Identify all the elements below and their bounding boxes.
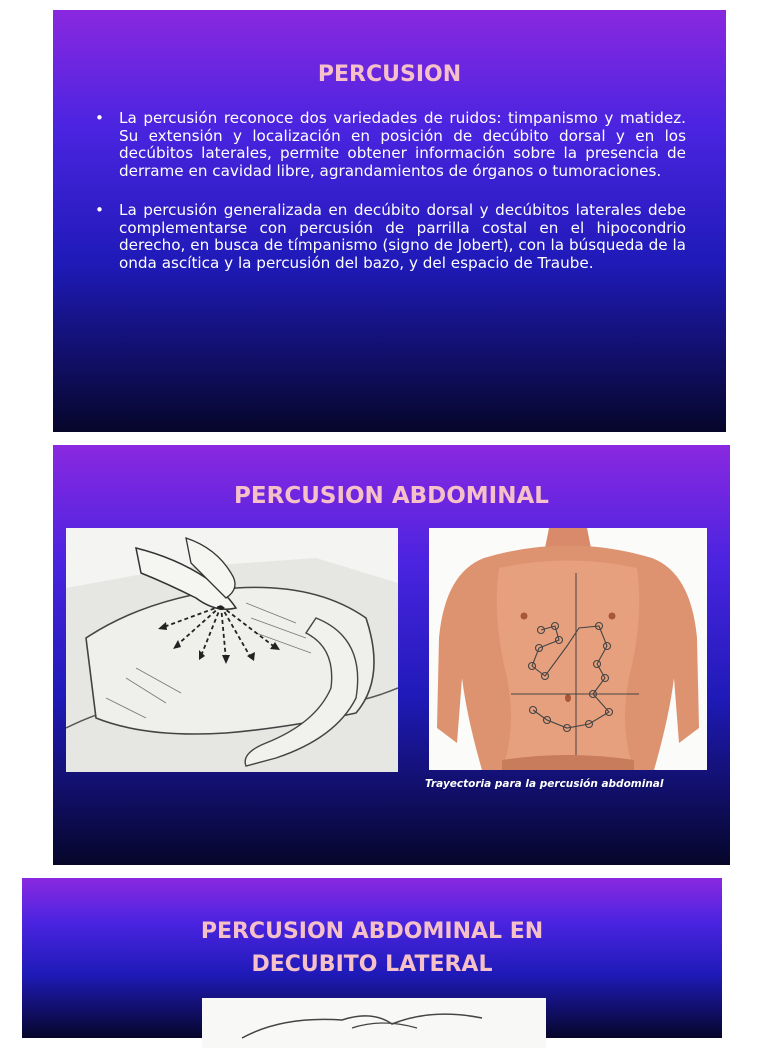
slide-title-line: PERCUSION ABDOMINAL EN	[200, 919, 544, 944]
bullet-item: • La percusión reconoce dos variedades de ruidos: timpanismo y matidez. Su extensión y localización en posición de decúbito dorsal y en los decúbitos laterales, permite obtener información sobre la presencia de derrame en cavidad libre, agrandamientos de órganos o tumoraciones.	[95, 110, 686, 180]
lateral-decubitus-illustration	[202, 998, 546, 1048]
slide-title: PERCUSION ABDOMINAL	[234, 483, 549, 509]
figure-caption: Trayectoria para la percusión abdominal	[425, 778, 664, 790]
slide-percusion	[53, 10, 726, 432]
slide-percusion-decubito-lateral	[22, 878, 722, 1038]
percussion-sketch-illustration	[66, 528, 398, 772]
slide-title: PERCUSION	[317, 62, 462, 87]
slide-percusion-abdominal	[53, 445, 730, 865]
slide-title	[22, 915, 722, 981]
bullet-list	[95, 110, 686, 294]
abdominal-percussion-trajectory-photo	[429, 528, 707, 770]
slide-title-line: DECUBITO LATERAL	[251, 952, 493, 977]
bullet-item: • La percusión generalizada en decúbito dorsal y decúbitos laterales debe complementarse con percusión de parrilla costal en el hipocondrio derecho, en busca de tímpanismo (signo de Jobert), con la búsqueda de la onda ascítica y la percusión del bazo, y del espacio de Traube.	[95, 202, 686, 272]
